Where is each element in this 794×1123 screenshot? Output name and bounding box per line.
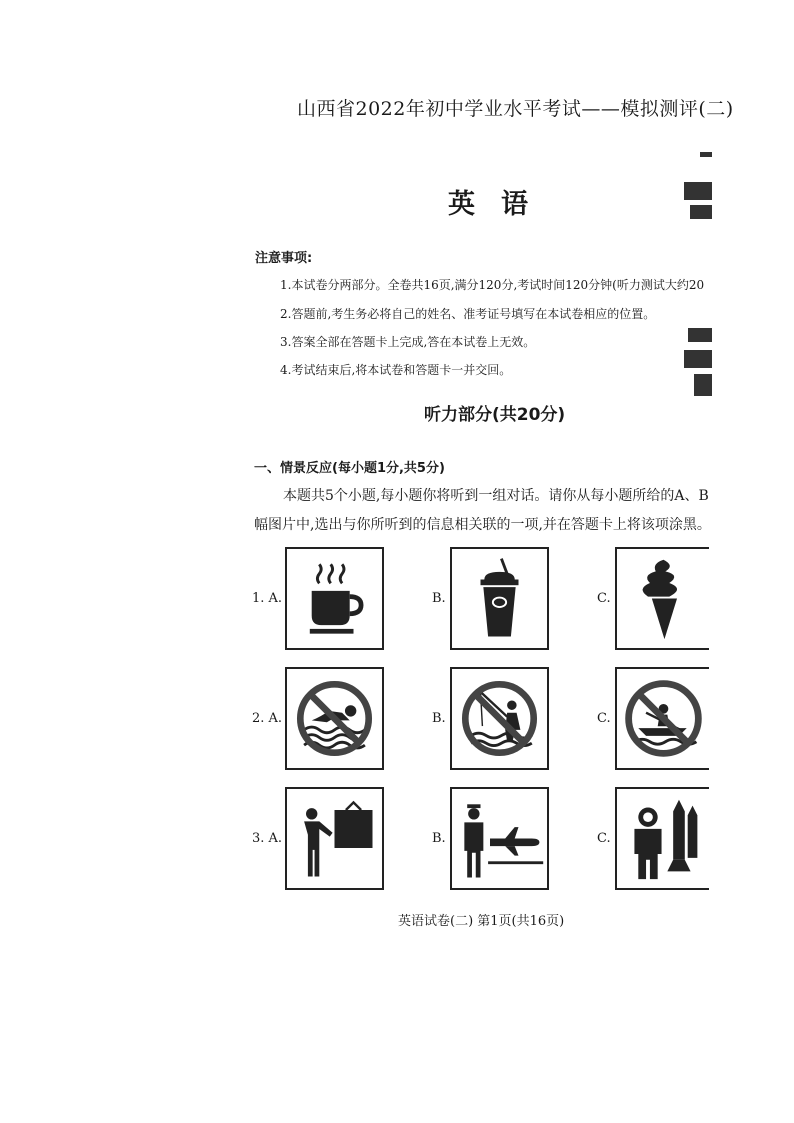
option-image: [615, 547, 709, 650]
teacher-icon: [287, 789, 382, 888]
no-swimming-icon: [287, 669, 382, 768]
notice-item: 2.答题前,考生务必将自己的姓名、准考证号填写在本试卷相应的位置。: [280, 307, 656, 321]
option-image: [285, 547, 384, 650]
option-image: [615, 787, 709, 890]
subject-title: 英语: [448, 189, 554, 220]
astronaut-icon: [617, 789, 709, 888]
scan-edge-mark: [684, 350, 712, 368]
option-image: [450, 787, 549, 890]
notice-item: 1.本试卷分两部分。全卷共16页,满分120分,考试时间120分钟(听力测试大约20: [280, 278, 705, 292]
option-image: [450, 547, 549, 650]
question-label: 3. A.: [252, 831, 283, 846]
notice-item: 3.答案全部在答题卡上完成,答在本试卷上无效。: [280, 335, 536, 349]
hot-coffee-icon: [287, 549, 382, 648]
section-title: 听力部分(共20分): [424, 405, 566, 425]
option-label: B.: [432, 711, 446, 726]
pilot-icon: [452, 789, 547, 888]
option-label: B.: [432, 831, 446, 846]
scan-edge-mark: [694, 374, 712, 396]
ice-cream-icon: [617, 549, 709, 648]
option-image: [285, 667, 384, 770]
option-label: B.: [432, 591, 446, 606]
option-label: C.: [597, 831, 611, 846]
no-fishing-icon: [452, 669, 547, 768]
scan-edge-mark: [690, 205, 712, 219]
scan-edge-mark: [684, 182, 712, 200]
notice-heading: 注意事项:: [255, 251, 313, 266]
question-label: 1. A.: [252, 591, 283, 606]
no-boating-icon: [617, 669, 709, 768]
option-image: [450, 667, 549, 770]
option-image: [285, 787, 384, 890]
option-label: C.: [597, 591, 611, 606]
exam-header-title: 山西省2022年初中学业水平考试——模拟测评(二): [297, 98, 734, 120]
page-footer: 英语试卷(二) 第1页(共16页): [398, 914, 565, 929]
part-title: 一、情景反应(每小题1分,共5分): [254, 461, 445, 476]
notice-item: 4.考试结束后,将本试卷和答题卡一并交回。: [280, 363, 512, 377]
scan-edge-mark: [688, 328, 712, 342]
question-label: 2. A.: [252, 711, 283, 726]
iced-drink-icon: [452, 549, 547, 648]
scan-edge-mark: [700, 152, 712, 157]
instruction-line: 幅图片中,选出与你所听到的信息相关联的一项,并在答题卡上将该项涂黑。: [254, 517, 711, 533]
instruction-line: 本题共5个小题,每小题你将听到一组对话。请你从每小题所给的A、B: [283, 488, 709, 504]
option-image: [615, 667, 709, 770]
option-label: C.: [597, 711, 611, 726]
